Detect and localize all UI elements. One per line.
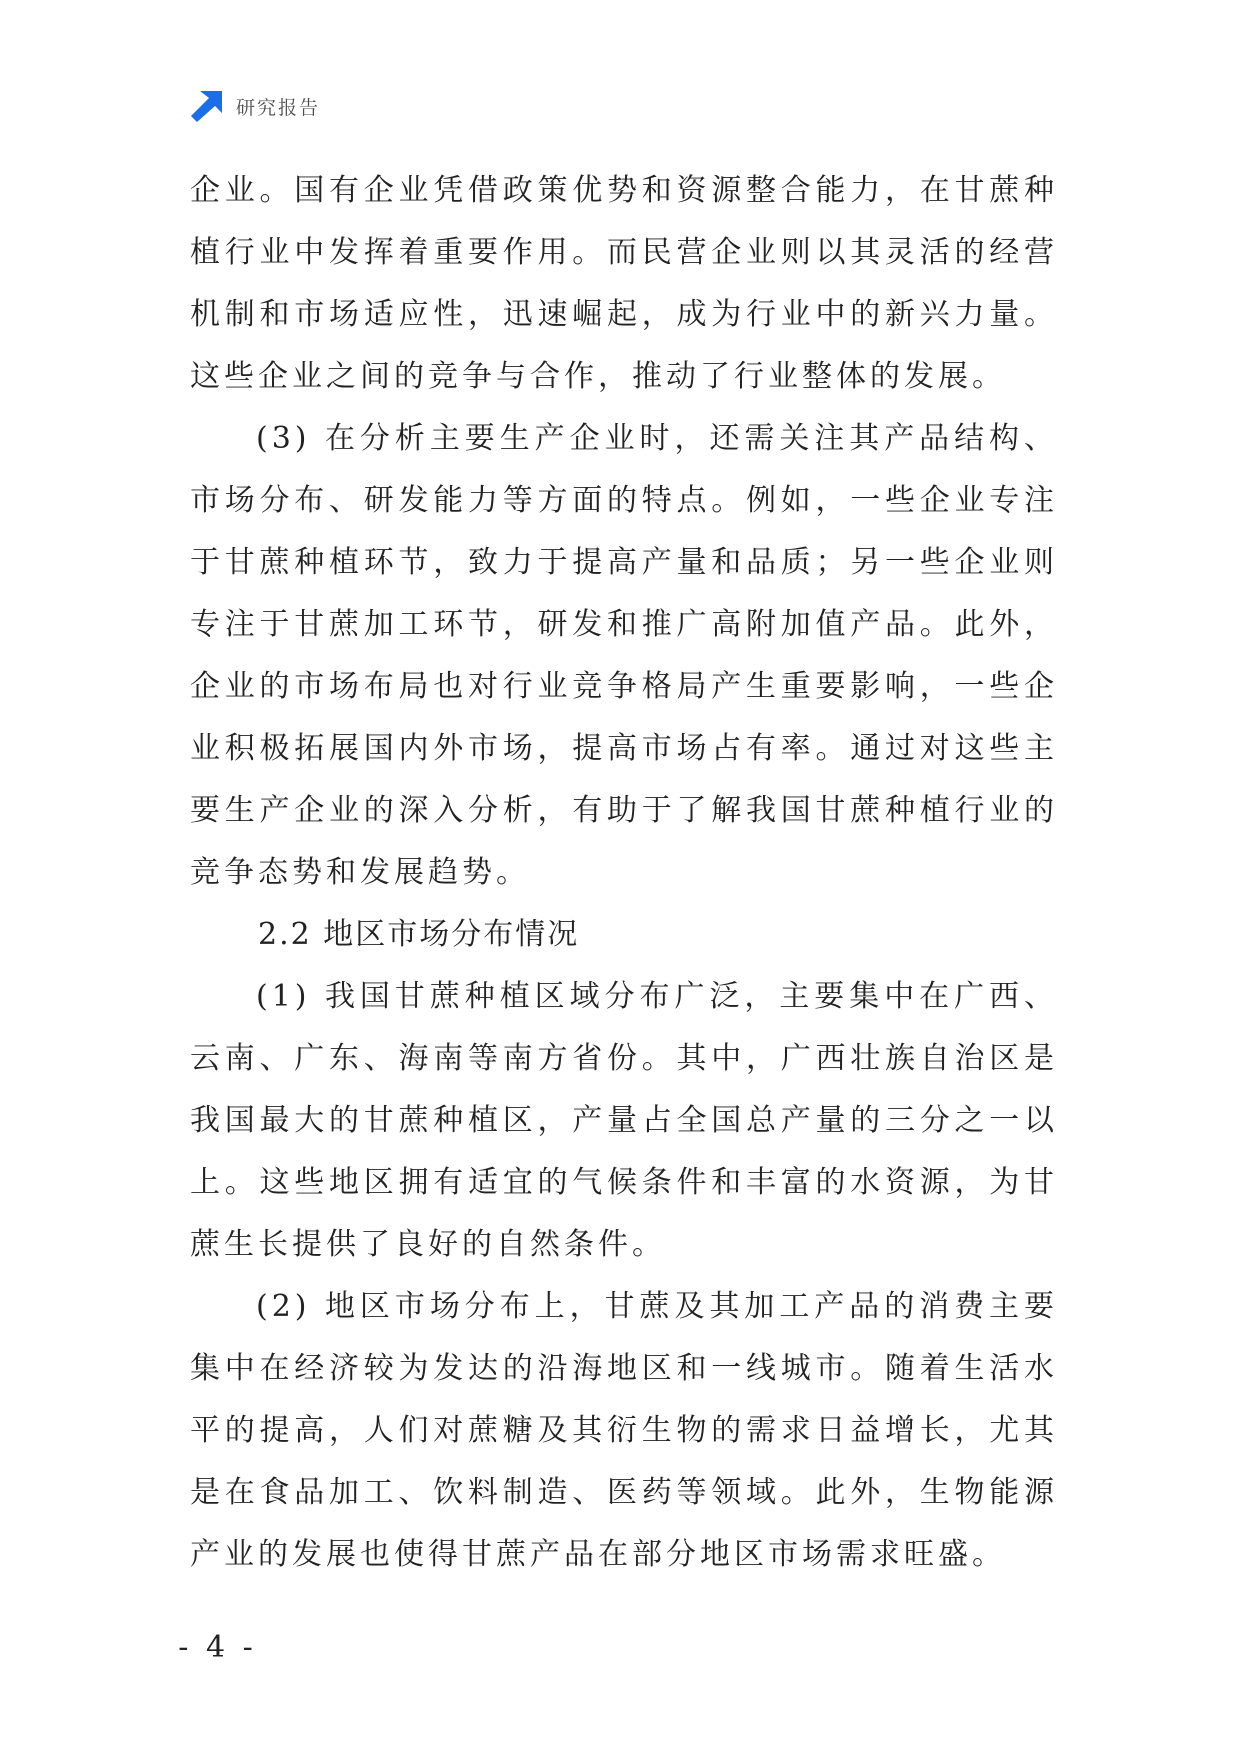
header-title: 研究报告: [236, 96, 321, 119]
section-heading: 2.2 地区市场分布情况: [258, 917, 580, 952]
page-number: - 4 -: [178, 1630, 257, 1665]
report-header: [190, 88, 320, 124]
document-body: [190, 160, 1058, 1586]
body-paragraph: (1) 我国甘蔗种植区域分布广泛，主要集中在广西、云南、广东、海南等南方省份。其中，广西壮族自治区是我国最大的甘蔗种植区，产量占全国总产量的三分之一以上。这些地区拥有适宜的气候条件和丰富的水资源，为甘蔗生长提供了良好的自然条件。: [190, 979, 1058, 1262]
body-paragraph: (3) 在分析主要生产企业时，还需关注其产品结构、市场分布、研发能力等方面的特点。例如，一些企业专注于甘蔗种植环节，致力于提高产量和品质；另一些企业则专注于甘蔗加工环节，研发和推广高附加值产品。此外，企业的市场布局也对行业竞争格局产生重要影响，一些企业积极拓展国内外市场，提高市场占有率。通过对这些主要生产企业的深入分析，有助于了解我国甘蔗种植行业的竞争态势和发展趋势。: [190, 421, 1058, 890]
body-paragraph: (2) 地区市场分布上，甘蔗及其加工产品的消费主要集中在经济较为发达的沿海地区和一线城市。随着生活水平的提高，人们对蔗糖及其衍生物的需求日益增长，尤其是在食品加工、饮料制造、医药等领域。此外，生物能源产业的发展也使得甘蔗产品在部分地区市场需求旺盛。: [190, 1289, 1058, 1572]
body-paragraph: 企业。国有企业凭借政策优势和资源整合能力，在甘蔗种植行业中发挥着重要作用。而民营企业则以其灵活的经营机制和市场适应性，迅速崛起，成为行业中的新兴力量。这些企业之间的竞争与合作，推动了行业整体的发展。: [190, 173, 1058, 394]
arrow-up-right-icon: [190, 89, 224, 123]
